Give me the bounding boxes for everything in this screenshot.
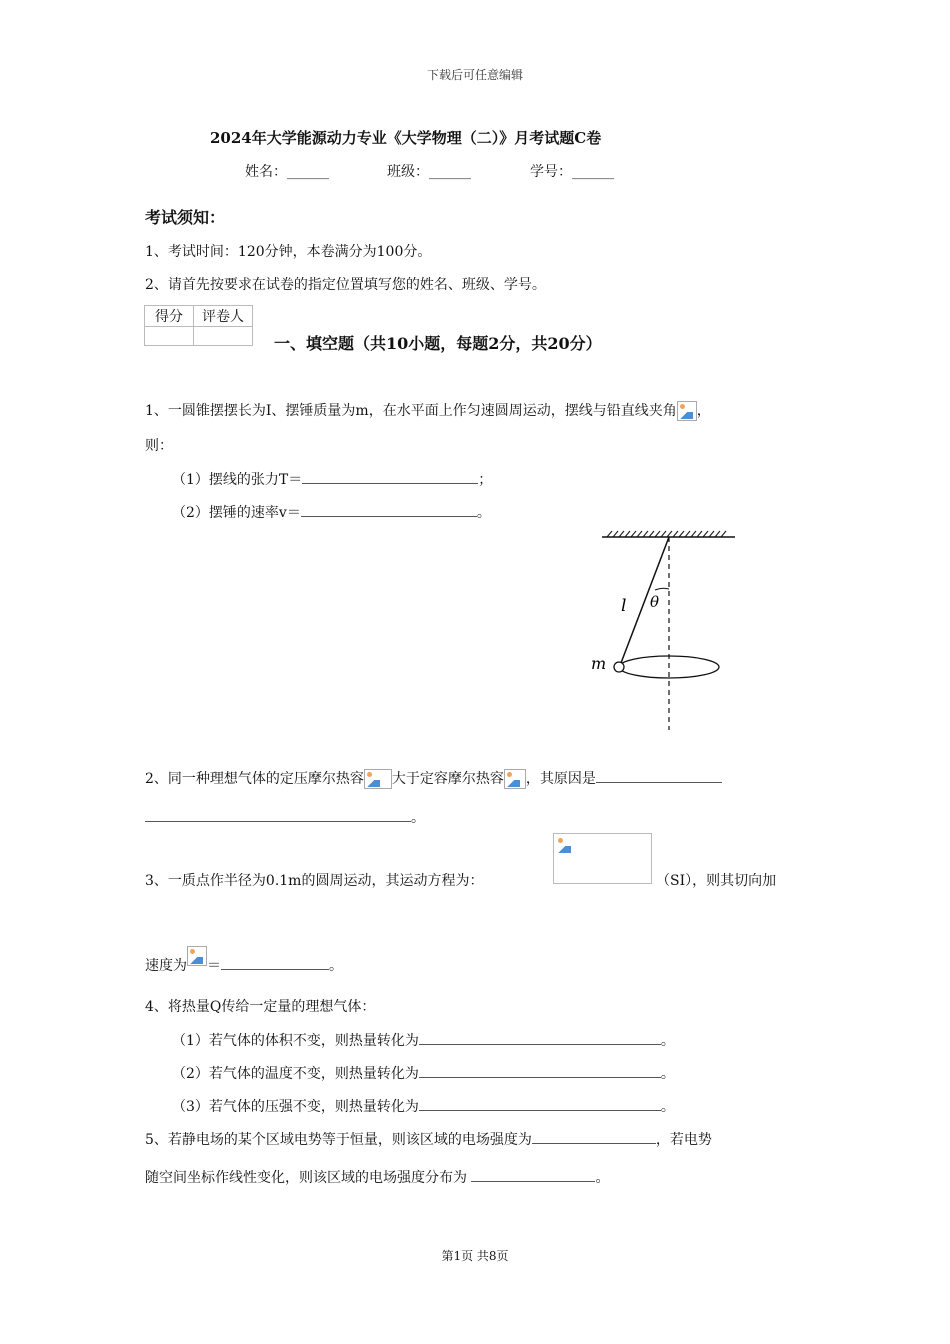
class-blank: ______ [429, 164, 471, 180]
name-field [245, 161, 329, 181]
answer-blank[interactable] [221, 955, 329, 970]
student-id-field [530, 161, 614, 181]
answer-blank[interactable] [301, 502, 477, 517]
question-2-part2: 大于定容摩尔热容 [391, 771, 504, 787]
notice-heading: 考试须知： [145, 208, 226, 227]
question-2-end: 。 [411, 810, 425, 826]
answer-blank[interactable] [596, 768, 722, 783]
grader-cell[interactable] [194, 327, 253, 346]
question-4-sub3-text: （3）若气体的压强不变，则热量转化为 [172, 1099, 419, 1115]
answer-blank[interactable] [145, 807, 411, 822]
question-5-line1-b: ，若电势 [655, 1132, 712, 1148]
question-3-line2 [145, 946, 343, 975]
question-4-sub3-end: 。 [660, 1099, 675, 1115]
question-4-sub2-end: 。 [660, 1066, 675, 1082]
question-3: 3、一质点作半径为0.1m的圆周运动，其运动方程为： [145, 873, 484, 889]
equation-image-placeholder [553, 833, 652, 884]
label-theta: θ [650, 593, 660, 611]
grader-header: 评卷人 [194, 306, 253, 327]
question-4-sub1-text: （1）若气体的体积不变，则热量转化为 [172, 1033, 419, 1049]
question-2-part3: ，其原因是 [525, 771, 596, 787]
broken-image-icon [504, 769, 526, 789]
exam-title: 2024年大学能源动力专业《大学物理（二）》月考试题C卷 [210, 129, 602, 147]
question-1 [145, 400, 711, 421]
question-3-line2-b: ＝ [207, 958, 221, 974]
question-3-end: 。 [329, 958, 343, 974]
angle-arc [655, 588, 669, 590]
label-m: m [591, 654, 607, 673]
question-4-sub1-end: 。 [660, 1033, 675, 1049]
question-1-sub2-text: （2）摆锤的速率v＝ [172, 505, 301, 521]
question-5-line2 [145, 1167, 609, 1187]
question-2 [145, 768, 722, 789]
conical-pendulum-figure [585, 525, 745, 735]
answer-blank[interactable] [419, 1096, 661, 1111]
question-2-line2 [145, 807, 425, 827]
question-3-line2-a: 速度为 [145, 958, 187, 974]
section-heading: 一、填空题（共10小题，每题2分，共20分） [274, 334, 602, 353]
pendulum-bob [614, 662, 624, 672]
ceiling-hatch [607, 531, 726, 537]
score-table [144, 305, 253, 346]
class-label: 班级： [387, 164, 429, 180]
class-field [387, 161, 471, 181]
question-4: 4、将热量Q传给一定量的理想气体： [145, 999, 376, 1015]
answer-blank[interactable] [419, 1063, 661, 1078]
question-5-line2-a: 随空间坐标作线性变化，则该区域的电场强度分布为 [145, 1170, 467, 1186]
header-note: 下载后可任意编辑 [426, 68, 523, 82]
score-header: 得分 [145, 306, 194, 327]
question-4-sub3 [172, 1096, 675, 1116]
name-label: 姓名： [245, 164, 287, 180]
question-5-line1-a: 5、若静电场的某个区域电势等于恒量，则该区域的电场强度为 [145, 1132, 532, 1148]
broken-image-icon [556, 836, 574, 854]
notice-item: 1、考试时间：120分钟，本卷满分为100分。 [145, 244, 432, 260]
question-1-sub2 [172, 502, 491, 522]
broken-image-icon [364, 769, 392, 789]
score-cell[interactable] [145, 327, 194, 346]
answer-blank[interactable] [471, 1167, 595, 1182]
question-4-sub2-text: （2）若气体的温度不变，则热量转化为 [172, 1066, 419, 1082]
answer-blank[interactable] [532, 1129, 656, 1144]
notice-item: 2、请首先按要求在试卷的指定位置填写您的姓名、班级、学号。 [145, 277, 546, 293]
broken-image-icon [187, 946, 207, 966]
question-1-line2: 则： [145, 438, 173, 454]
question-1-sub1 [172, 469, 492, 489]
answer-blank[interactable] [302, 469, 478, 484]
pendulum-string [621, 537, 669, 663]
student-id-label: 学号： [530, 164, 572, 180]
question-3-cont: （SI），则其切向加 [656, 873, 777, 889]
page-number: 第1页 共8页 [441, 1249, 509, 1263]
question-1-sub1-text: （1）摆线的张力T＝ [172, 472, 303, 488]
answer-blank[interactable] [419, 1030, 661, 1045]
question-4-sub2 [172, 1063, 675, 1083]
question-1-sub2-end: 。 [476, 505, 491, 521]
label-l: l [621, 596, 627, 616]
student-id-blank: ______ [572, 164, 614, 180]
broken-image-icon [677, 401, 697, 421]
question-5-end: 。 [595, 1170, 610, 1186]
question-5 [145, 1129, 712, 1149]
question-1-sub1-end: ； [478, 472, 493, 488]
question-1-text: 1、一圆锥摆摆长为I、摆锤质量为m，在水平面上作匀速圆周运动，摆线与铅直线夹角 [145, 403, 677, 419]
question-2-part1: 2、同一种理想气体的定压摩尔热容 [145, 771, 364, 787]
question-4-sub1 [172, 1030, 675, 1050]
question-1-text-end: ， [696, 403, 711, 419]
name-blank: ______ [287, 164, 329, 180]
